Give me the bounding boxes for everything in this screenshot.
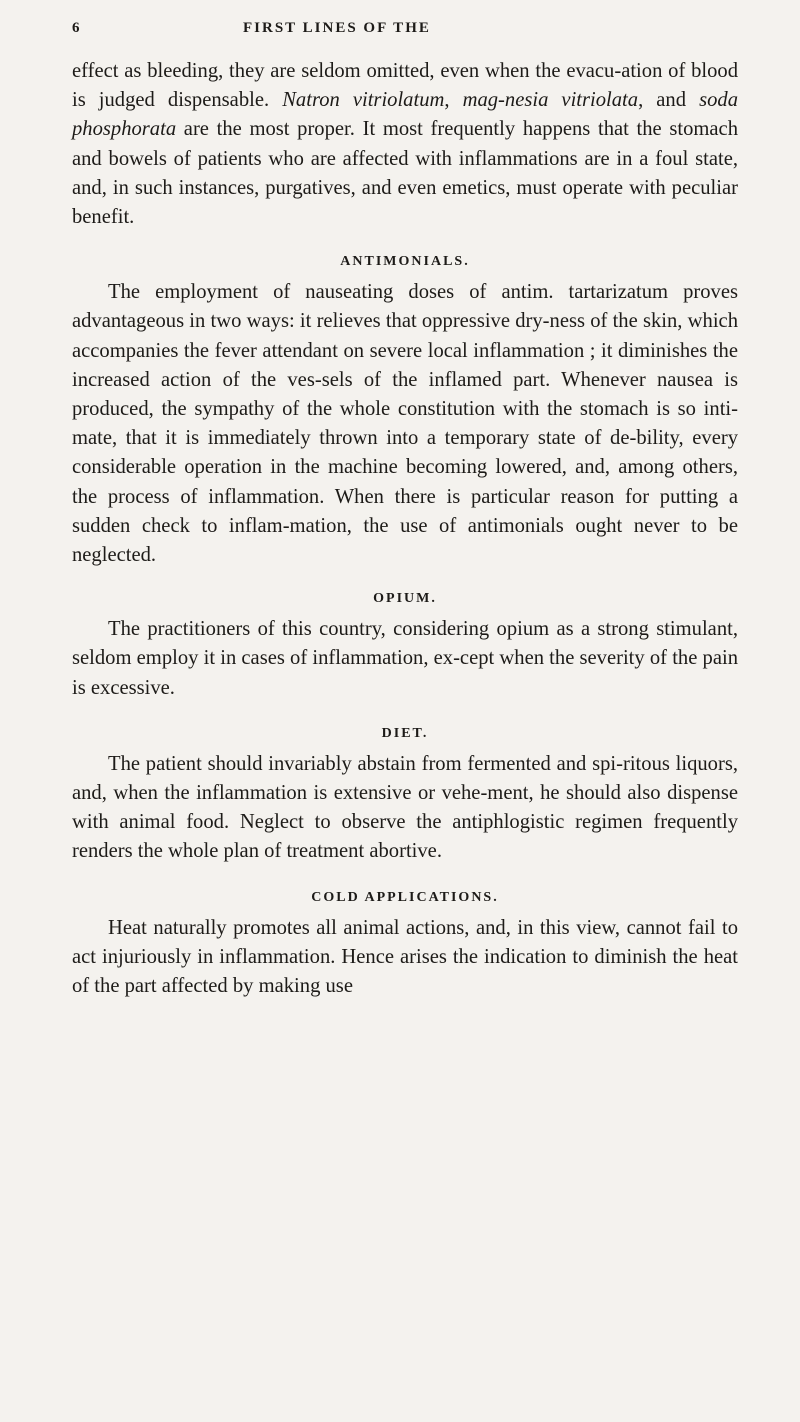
running-title: FIRST LINES OF THE [243, 20, 431, 36]
intro-text-2: , [444, 89, 463, 112]
cold-applications-paragraph: Heat naturally promotes all animal actions, and, in this view, cannot fail to act injuriously in inflammation. Hence arises the indication to diminish the heat of the part affected by making use [72, 916, 738, 998]
term-soda-phosphorata: soda phosphorata [72, 89, 738, 141]
running-head [72, 20, 738, 44]
intro-paragraph [72, 57, 738, 232]
intro-text-4: are the most proper. It most frequently happens that the stomach and bowels of patients who are affected with inflammations are in a foul state, and, in such instances, purgatives, and even emetics, must operate with peculiar benefit. [72, 118, 738, 229]
term-magnesia-vitriolata: mag-nesia vitriolata [462, 89, 639, 112]
opium-paragraph: The practitioners of this country, considering opium as a strong stimulant, seldom employ it in cases of inflammation, ex-cept when the severity of the pain is excessive. [72, 618, 738, 699]
page-body [72, 57, 738, 1001]
intro-text-3: , and [638, 89, 700, 112]
intro-text-1: effect as bleeding, they are seldom omitted, even when the evacu-ation of blood is judged dispensable. [72, 60, 738, 112]
diet-paragraph: The patient should invariably abstain from fermented and spi-ritous liquors, and, when the inflammation is extensive or vehe-ment, he should also dispense with animal food. Neglect to observe the antiphlogistic regimen frequently renders the whole plan of treatment abortive. [72, 752, 738, 863]
page-number: 6 [72, 20, 82, 36]
section-heading-antimonials: ANTIMONIALS. [340, 254, 470, 270]
section-heading-cold-applications: COLD APPLICATIONS. [311, 889, 499, 905]
section-heading-diet: DIET. [381, 725, 429, 741]
antimonials-paragraph: The employment of nauseating doses of antim. tartarizatum proves advantageous in two ways: it relieves that oppressive dry-ness of the skin, which accompanies the fever attendant on severe local inflammation ; it diminishes the increased action of the ves-sels of the inflamed part. Whenever nausea is produced, the sympathy of the whole constitution with the stomach is so inti-mate, that it is immediately thrown into a temporary state of de-bility, every considerable operation in the machine becoming lowered, and, among others, the process of inflammation. When there is particular reason for putting a sudden check to inflam-mation, the use of antimonials ought never to be neglected. [72, 281, 738, 567]
section-heading-opium: OPIUM. [373, 591, 437, 607]
term-natron-vitriolatum: Natron vitriolatum [282, 89, 445, 112]
